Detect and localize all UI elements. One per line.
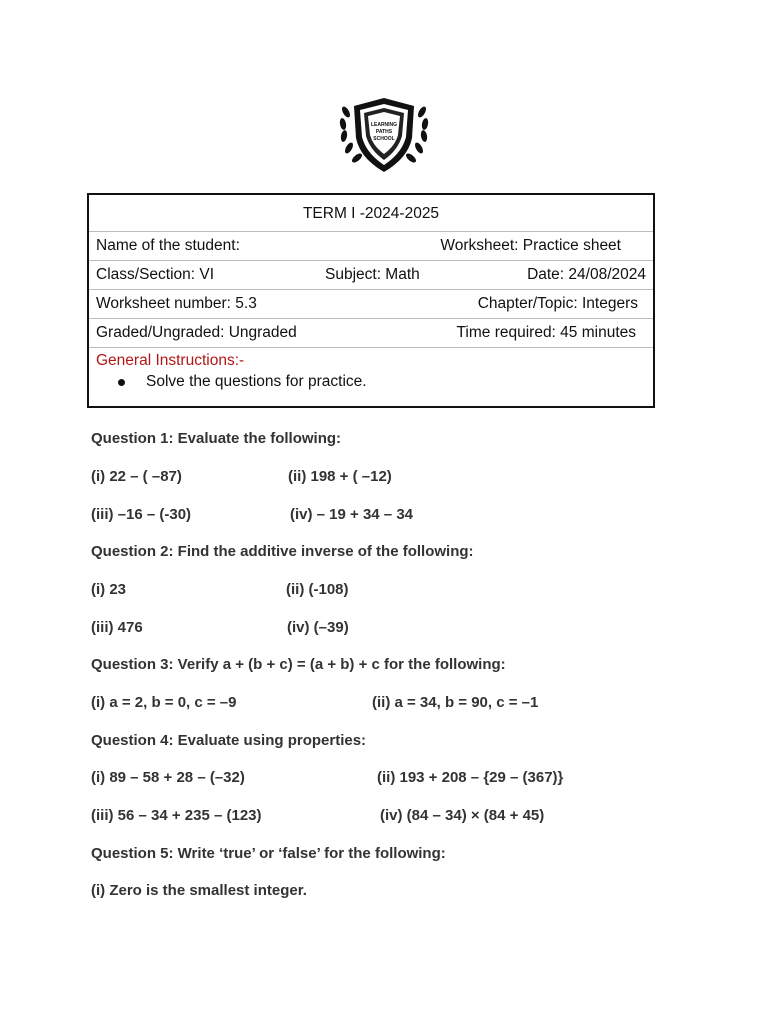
question-1-row-1: (i) 22 – ( –87) (ii) 198 + ( –12) — [91, 468, 392, 485]
instructions-heading: General Instructions:- — [96, 352, 245, 369]
question-4-title: Question 4: Evaluate using properties: — [91, 732, 367, 749]
question-5-row-1: (i) Zero is the smallest integer. — [91, 882, 307, 899]
question-2-row-1: (i) 23 (ii) (-108) — [91, 581, 349, 598]
question-3-title: Question 3: Verify a + (b + c) = (a + b) + c for the following: — [91, 656, 506, 673]
logo-text-2: PATHS — [375, 129, 393, 135]
logo-text-1: LEARNING — [370, 122, 398, 128]
question-4-row-2: (iii) 56 – 34 + 235 – (123) (iv) (84 – 34) × (84 + 45) — [91, 807, 545, 824]
question-3-row-1: (i) a = 2, b = 0, c = –9 (ii) a = 34, b = 90, c = –1 — [91, 694, 539, 711]
question-5-title: Question 5: Write ‘true’ or ‘false’ for the following: — [91, 845, 446, 862]
question-1-row-2: (iii) –16 – (-30) (iv) – 19 + 34 – 34 — [91, 506, 414, 523]
worksheet-type: Worksheet: Practice sheet — [440, 237, 621, 254]
subject: Subject: Math — [325, 266, 420, 283]
school-logo — [336, 94, 432, 176]
class-section: Class/Section: VI — [96, 266, 215, 283]
logo-text-3: SCHOOL — [373, 136, 395, 142]
date: Date: 24/08/2024 — [527, 266, 646, 283]
instruction-item: Solve the questions for practice. — [118, 373, 646, 391]
instructions-list — [96, 373, 646, 391]
graded-status: Graded/Ungraded: Ungraded — [96, 324, 297, 341]
student-name-label: Name of the student: — [96, 237, 240, 254]
question-4-row-1: (i) 89 – 58 + 28 – (–32) (ii) 193 + 208 – {29 – (367)} — [91, 769, 564, 786]
term-title: TERM I -2024-2025 — [88, 194, 654, 232]
time-required: Time required: 45 minutes — [456, 324, 636, 341]
bullet-icon — [118, 379, 125, 386]
chapter-topic: Chapter/Topic: Integers — [477, 295, 638, 312]
question-1-title: Question 1: Evaluate the following: — [91, 430, 342, 447]
worksheet-number: Worksheet number: 5.3 — [96, 295, 257, 312]
question-2-row-2: (iii) 476 (iv) (–39) — [91, 619, 349, 636]
worksheet-info-table — [87, 193, 655, 408]
question-2-title: Question 2: Find the additive inverse of the following: — [91, 543, 474, 560]
